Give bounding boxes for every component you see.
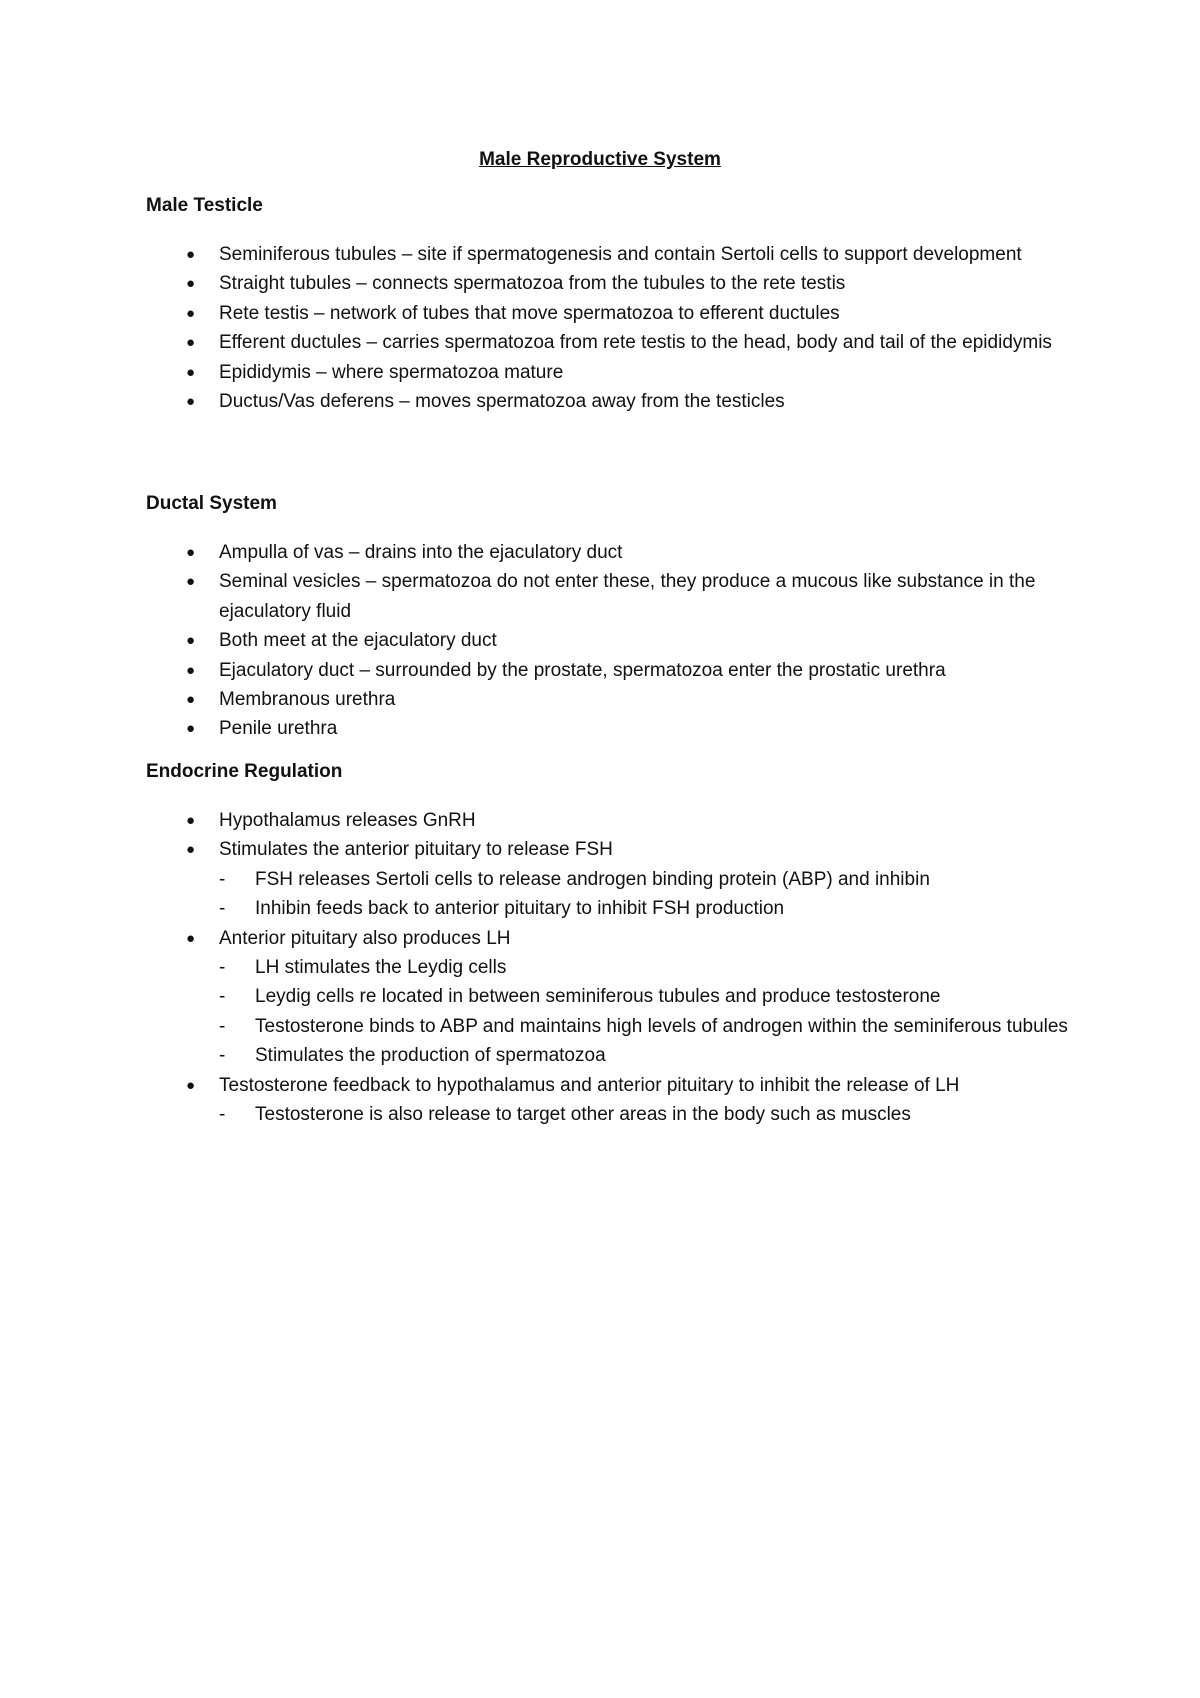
list-item-text: Ductus/Vas deferens – moves spermatozoa away from the testicles xyxy=(219,391,785,413)
sub-list-item-text: Testosterone is also release to target other areas in the body such as muscles xyxy=(255,1104,911,1126)
list-item xyxy=(0,835,1079,923)
list-item-text: Stimulates the anterior pituitary to release FSH xyxy=(219,839,613,861)
sub-list-item-text: Testosterone binds to ABP and maintains high levels of androgen within the seminiferous tubules xyxy=(255,1015,1068,1037)
sub-list-item xyxy=(219,894,1079,923)
list-item xyxy=(0,269,1079,298)
list-item xyxy=(0,656,1079,685)
list-item xyxy=(0,538,1079,567)
bullet-icon: ● xyxy=(186,573,196,591)
sub-list-item xyxy=(219,1100,1079,1129)
bullet-list-male-testicle xyxy=(0,240,1200,416)
list-item xyxy=(0,806,1079,835)
sub-list-item-text: LH stimulates the Leydig cells xyxy=(255,957,507,979)
bullet-icon: ● xyxy=(186,929,196,947)
bullet-list-endocrine-regulation xyxy=(0,806,1200,1129)
sub-list-item xyxy=(219,1041,1079,1070)
dash-icon: - xyxy=(219,1015,226,1037)
sub-list xyxy=(219,865,1079,924)
sub-list-item-text: Inhibin feeds back to anterior pituitary to inhibit FSH production xyxy=(255,898,785,920)
section-heading-ductal-system: Ductal System xyxy=(146,493,277,514)
list-item xyxy=(0,1071,1079,1130)
bullet-list-ductal-system xyxy=(0,538,1200,744)
list-item-text: Ejaculatory duct – surrounded by the prostate, spermatozoa enter the prostatic urethra xyxy=(219,659,946,681)
bullet-icon: ● xyxy=(186,275,196,293)
list-item xyxy=(0,626,1079,655)
list-item-text: Ampulla of vas – drains into the ejaculatory duct xyxy=(219,542,623,563)
bullet-icon: ● xyxy=(186,812,196,829)
list-item xyxy=(0,685,1079,714)
dash-icon: - xyxy=(219,986,226,1008)
sub-list-item-text: Stimulates the production of spermatozoa xyxy=(255,1045,606,1067)
bullet-icon: ● xyxy=(186,544,196,561)
list-item-text: Anterior pituitary also produces LH xyxy=(219,927,511,949)
bullet-icon: ● xyxy=(186,691,196,709)
list-item xyxy=(0,924,1079,1071)
bullet-icon: ● xyxy=(186,841,196,859)
list-item-text: Membranous urethra xyxy=(219,689,396,711)
section-heading-endocrine-regulation: Endocrine Regulation xyxy=(146,761,343,782)
list-item-text: Both meet at the ejaculatory duct xyxy=(219,630,497,652)
sub-list-item xyxy=(219,1012,1079,1041)
bullet-icon: ● xyxy=(186,334,196,352)
list-item-text: Penile urethra xyxy=(219,718,338,740)
dash-icon: - xyxy=(219,1104,226,1126)
list-item-text: Testosterone feedback to hypothalamus and anterior pituitary to inhibit the release of LH xyxy=(219,1074,960,1096)
bullet-icon: ● xyxy=(186,393,196,411)
list-item-text: Hypothalamus releases GnRH xyxy=(219,810,476,831)
list-item xyxy=(0,328,1079,357)
bullet-icon: ● xyxy=(186,363,196,381)
list-item xyxy=(0,567,1079,626)
sub-list-item xyxy=(219,865,1079,894)
dash-icon: - xyxy=(219,868,226,890)
list-item-text: Seminiferous tubules – site if spermatogenesis and contain Sertoli cells to support development xyxy=(219,244,1022,265)
dash-icon: - xyxy=(219,957,226,979)
document-title: Male Reproductive System xyxy=(479,149,721,170)
sub-list-item xyxy=(219,982,1079,1011)
bullet-icon: ● xyxy=(186,632,196,650)
sub-list xyxy=(219,953,1079,1071)
bullet-icon: ● xyxy=(186,720,196,738)
list-item xyxy=(0,358,1079,387)
bullet-icon: ● xyxy=(186,304,196,322)
list-item-text: Seminal vesicles – spermatozoa do not enter these, they produce a mucous like substance in the ejaculatory fluid xyxy=(219,571,1036,622)
bullet-icon: ● xyxy=(186,246,196,263)
sub-list-item xyxy=(219,953,1079,982)
list-item xyxy=(0,240,1079,269)
bullet-icon: ● xyxy=(186,661,196,679)
dash-icon: - xyxy=(219,898,226,920)
dash-icon: - xyxy=(219,1045,226,1067)
list-item-text: Efferent ductules – carries spermatozoa from rete testis to the head, body and tail of the epididymis xyxy=(219,332,1052,354)
list-item-text: Epididymis – where spermatozoa mature xyxy=(219,361,564,383)
list-item xyxy=(0,714,1079,743)
sub-list-item-text: Leydig cells re located in between seminiferous tubules and produce testosterone xyxy=(255,986,941,1008)
list-item-text: Straight tubules – connects spermatozoa from the tubules to the rete testis xyxy=(219,273,846,295)
section-heading-male-testicle: Male Testicle xyxy=(146,195,263,216)
sub-list-item-text: FSH releases Sertoli cells to release androgen binding protein (ABP) and inhibin xyxy=(255,868,930,890)
sub-list xyxy=(219,1100,1079,1129)
list-item-text: Rete testis – network of tubes that move spermatozoa to efferent ductules xyxy=(219,302,840,324)
list-item xyxy=(0,387,1079,416)
bullet-icon: ● xyxy=(186,1076,196,1094)
list-item xyxy=(0,299,1079,328)
